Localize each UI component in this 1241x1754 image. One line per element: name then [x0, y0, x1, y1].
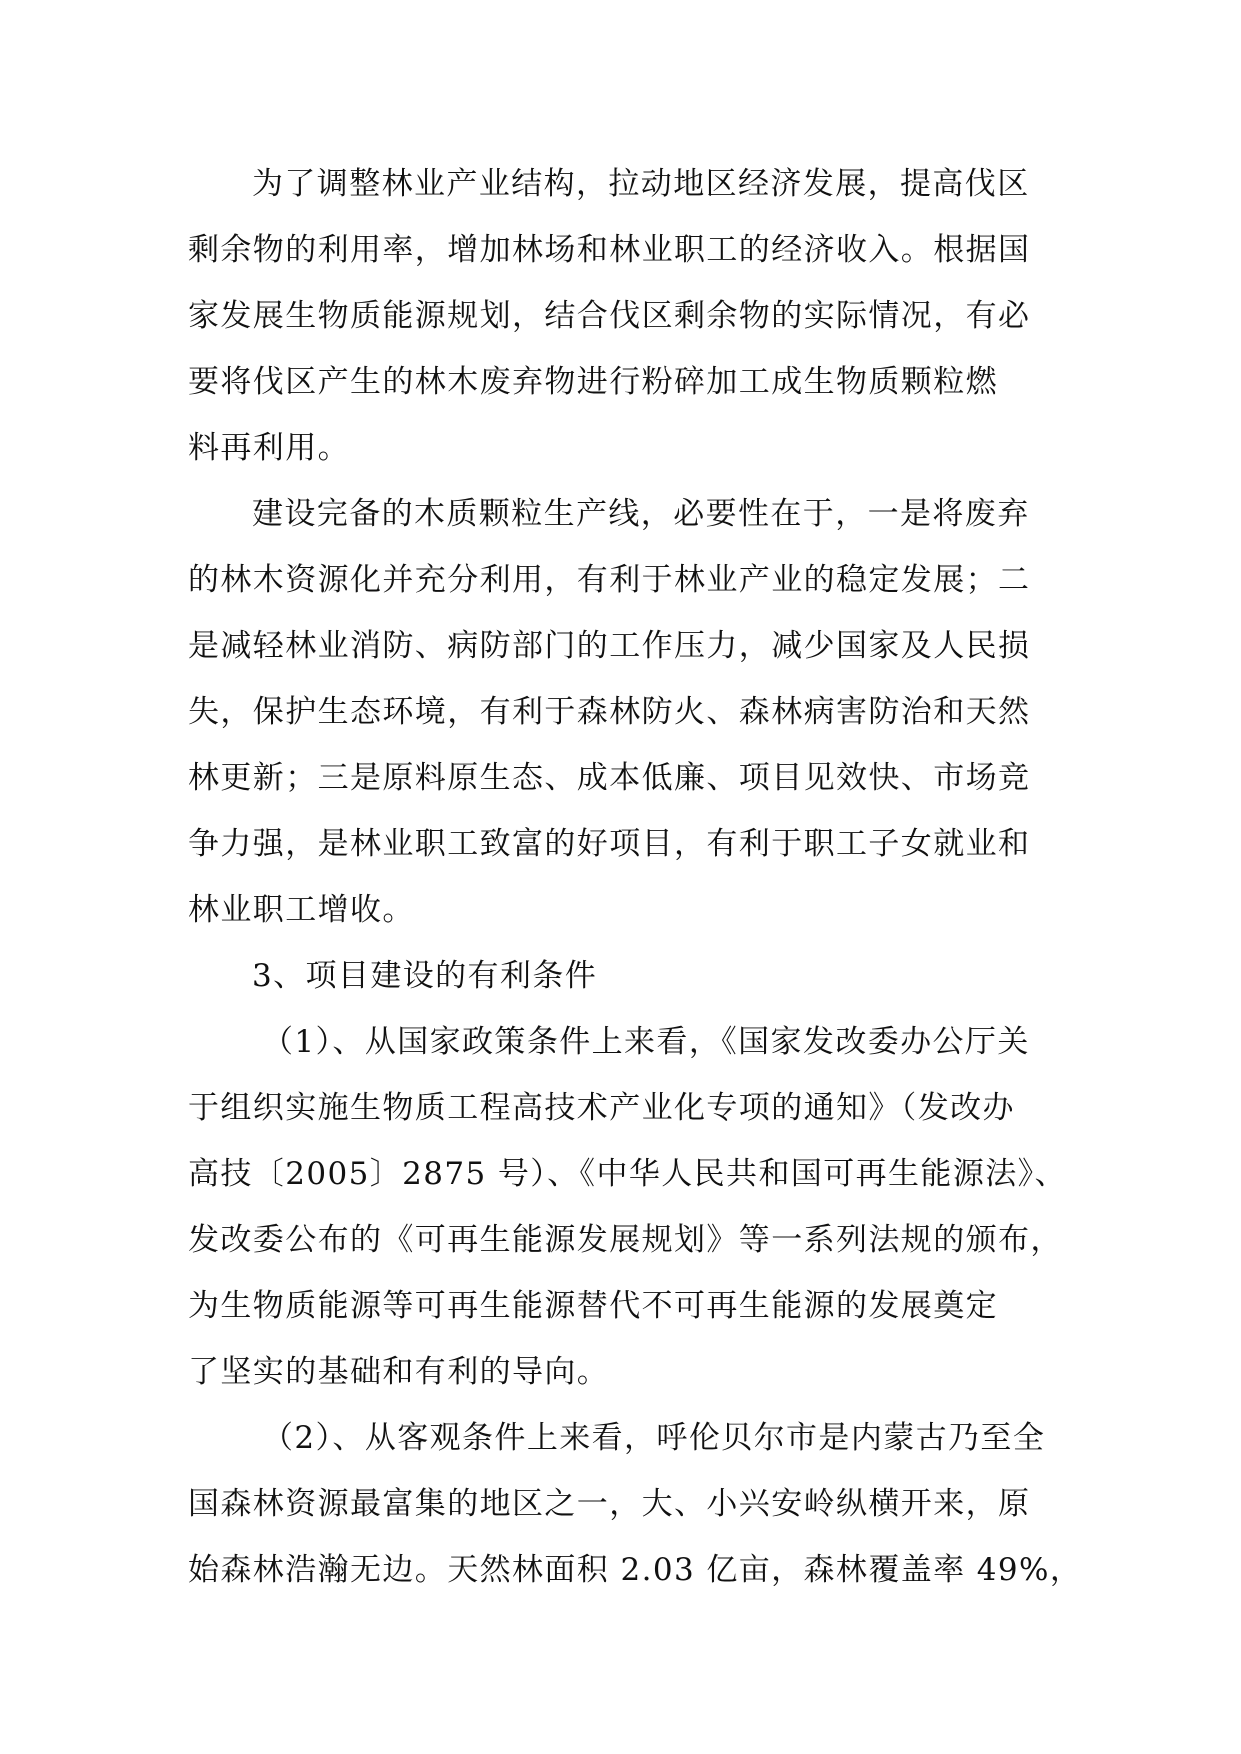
text-line: 是减轻林业消防、病防部门的工作压力，减少国家及人民损 — [188, 628, 1031, 664]
text-line: （1）、从国家政策条件上来看，《国家发改委办公厅关 — [262, 1024, 1030, 1060]
text-line: 了坚实的基础和有利的导向。 — [188, 1354, 610, 1390]
text-line: 家发展生物质能源规划，结合伐区剩余物的实际情况，有必 — [188, 298, 1031, 334]
text-line: （2）、从客观条件上来看，呼伦贝尔市是内蒙古乃至全 — [262, 1420, 1046, 1456]
text-line: 林更新；三是原料原生态、成本低廉、项目见效快、市场竞 — [188, 760, 1031, 796]
text-line: 料再利用。 — [188, 430, 350, 466]
text-line: 要将伐区产生的林木废弃物进行粉碎加工成生物质颗粒燃 — [188, 364, 998, 400]
text-line: 的林木资源化并充分利用，有利于林业产业的稳定发展；二 — [188, 562, 1031, 598]
text-line: 发改委公布的《可再生能源发展规划》等一系列法规的颁布， — [188, 1222, 1063, 1258]
text-line: 国森林资源最富集的地区之一，大、小兴安岭纵横开来，原 — [188, 1486, 1031, 1522]
text-line: 于组织实施生物质工程高技术产业化专项的通知》（发改办 — [188, 1090, 1015, 1126]
text-line: 为了调整林业产业结构，拉动地区经济发展，提高伐区 — [252, 166, 1030, 202]
section-heading: 3、项目建设的有利条件 — [252, 958, 598, 994]
text-line: 剩余物的利用率，增加林场和林业职工的经济收入。根据国 — [188, 232, 1031, 268]
text-line: 高技〔2005〕2875 号）、《中华人民共和国可再生能源法》、 — [188, 1156, 1067, 1192]
text-line: 为生物质能源等可再生能源替代不可再生能源的发展奠定 — [188, 1288, 998, 1324]
text-line: 建设完备的木质颗粒生产线，必要性在于，一是将废弃 — [252, 496, 1030, 532]
text-line: 始森林浩瀚无边。天然林面积 2.03 亿亩，森林覆盖率 49%， — [188, 1552, 1083, 1588]
text-line: 林业职工增收。 — [188, 892, 415, 928]
text-line: 失，保护生态环境，有利于森林防火、森林病害防治和天然 — [188, 694, 1031, 730]
text-line: 争力强，是林业职工致富的好项目，有利于职工子女就业和 — [188, 826, 1031, 862]
